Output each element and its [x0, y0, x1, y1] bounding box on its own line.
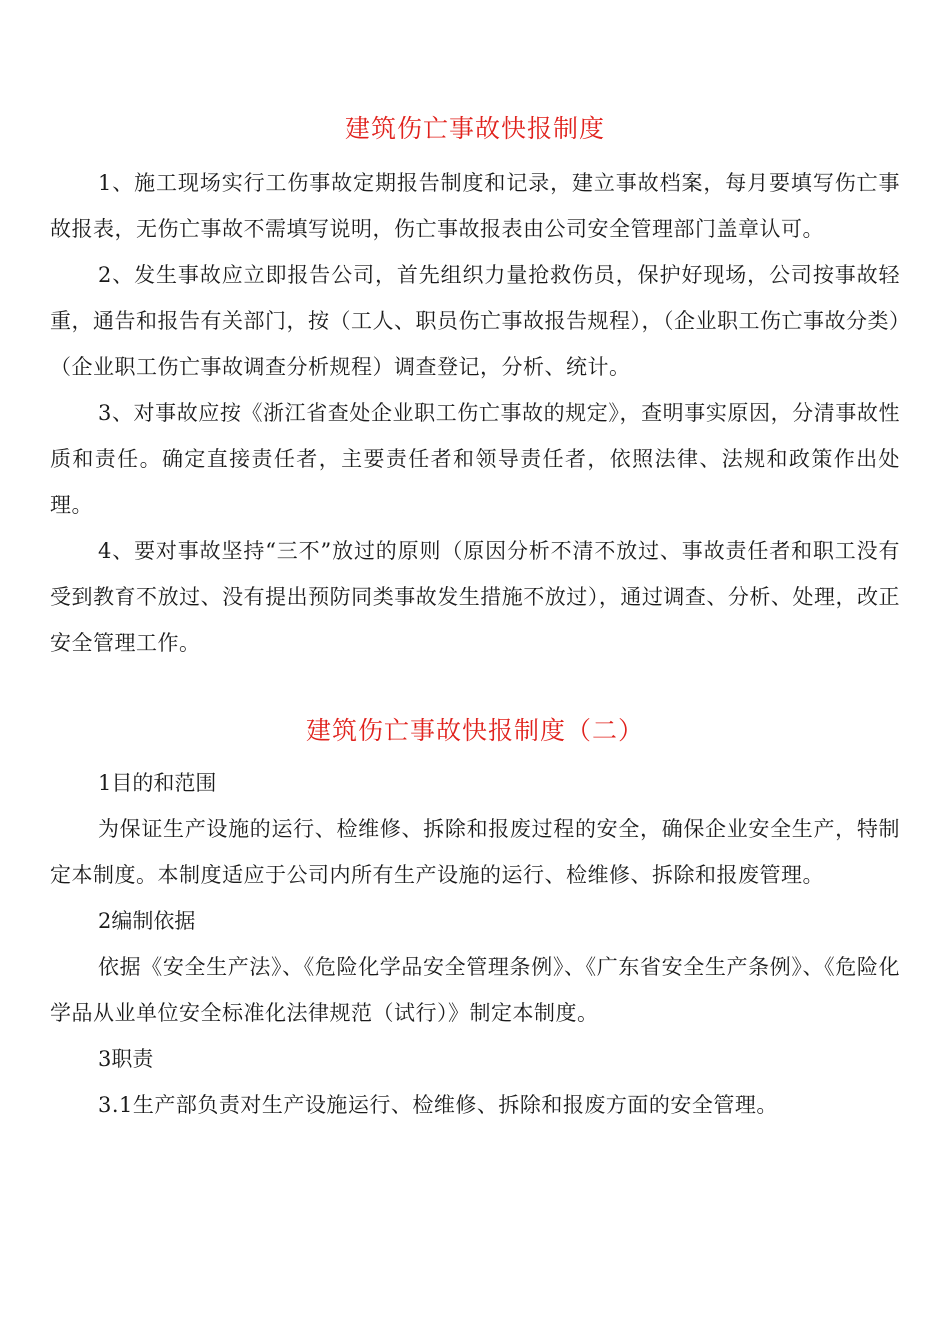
section-heading-duties: 3职责 — [98, 1047, 154, 1071]
paragraph-3: 3、对事故应按《浙江省查处企业职工伤亡事故的规定》，查明事实原因，分清事故性质和责任。确定直接责任者，主要责任者和领导责任者，依照法律、法规和政策作出处理。 — [50, 401, 900, 517]
paragraph-1: 1、施工现场实行工伤事故定期报告制度和记录，建立事故档案，每月要填写伤亡事故报表，无伤亡事故不需填写说明，伤亡事故报表由公司安全管理部门盖章认可。 — [50, 171, 900, 241]
paragraph-2: 2、发生事故应立即报告公司，首先组织力量抢救伤员，保护好现场，公司按事故轻重，通告和报告有关部门，按（工人、职员伤亡事故报告规程），（企业职工伤亡事故分类）（企业职工伤亡事故调查分析规程）调查登记，分析、统计。 — [50, 263, 900, 379]
document-title: 建筑伤亡事故快报制度 — [344, 114, 605, 143]
paragraph-4: 4、要对事故坚持“三不”放过的原则（原因分析不清不放过、事故责任者和职工没有受到教育不放过、没有提出预防同类事故发生措施不放过），通过调查、分析、处理，改正安全管理工作。 — [50, 539, 900, 655]
paragraph-purpose: 为保证生产设施的运行、检维修、拆除和报废过程的安全，确保企业安全生产，特制定本制度。本制度适应于公司内所有生产设施的运行、检维修、拆除和报废管理。 — [50, 817, 900, 887]
document-subtitle: 建筑伤亡事故快报制度（二） — [305, 716, 644, 745]
paragraph-duties: 3.1生产部负责对生产设施运行、检维修、拆除和报废方面的安全管理。 — [98, 1093, 778, 1117]
section-heading-purpose: 1目的和范围 — [98, 771, 217, 795]
section-2-body — [50, 760, 900, 1128]
paragraph-basis: 依据《安全生产法》、《危险化学品安全管理条例》、《广东省安全生产条例》、《危险化学品从业单位安全标准化法律规范（试行）》制定本制度。 — [50, 955, 900, 1025]
section-heading-basis: 2编制依据 — [98, 909, 196, 933]
section-1-body — [50, 160, 900, 666]
